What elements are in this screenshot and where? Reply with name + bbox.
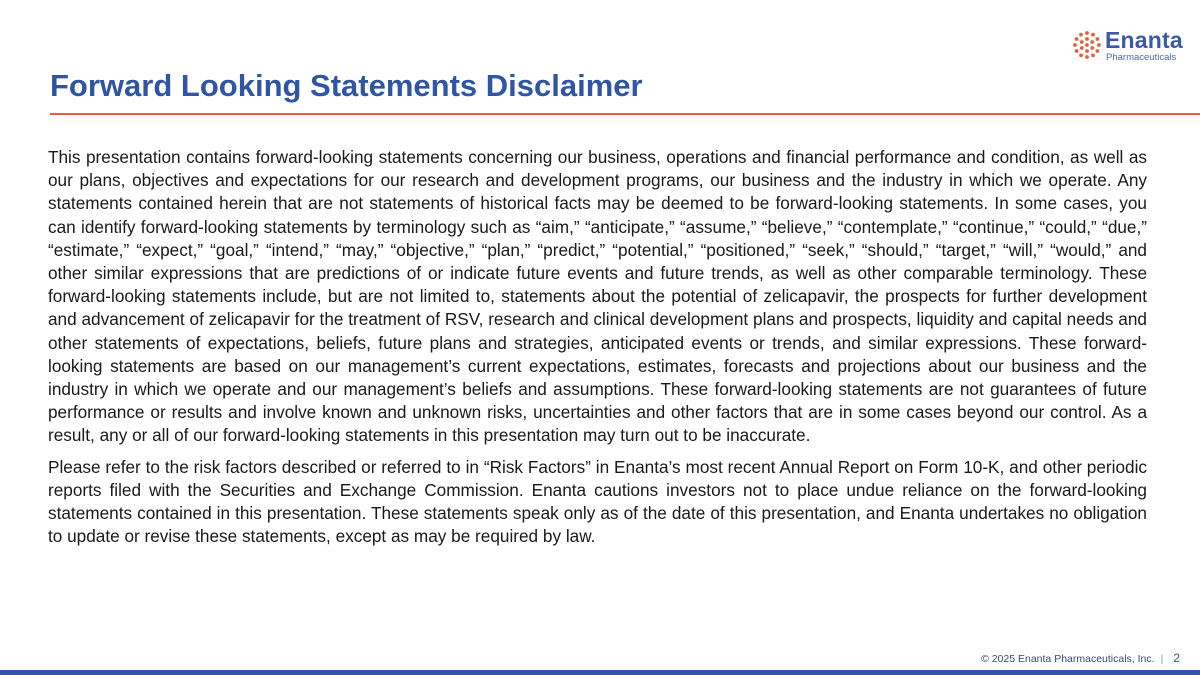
- logo-subtitle: Pharmaceuticals: [1106, 52, 1177, 63]
- logo-dot: [1085, 55, 1089, 59]
- logo-dot: [1085, 37, 1089, 41]
- logo-dot: [1079, 33, 1083, 37]
- hexagon-logo-icon: [1071, 28, 1105, 62]
- logo-dot: [1080, 40, 1084, 44]
- logo-dot: [1079, 53, 1083, 57]
- logo-dot: [1075, 37, 1079, 41]
- logo-dot: [1090, 46, 1094, 50]
- logo-wordmark: Enanta: [1105, 27, 1183, 53]
- footer-copyright: © 2025 Enanta Pharmaceuticals, Inc.: [981, 653, 1155, 665]
- logo-dot: [1090, 40, 1094, 44]
- bottom-accent-bar: [0, 670, 1200, 675]
- slide-title: Forward Looking Statements Disclaimer: [50, 68, 643, 103]
- slide-footer: [981, 651, 1180, 665]
- page-number: 2: [1173, 651, 1180, 665]
- logo-dot: [1085, 43, 1089, 47]
- logo-dot: [1085, 31, 1089, 35]
- footer-separator: |: [1160, 653, 1164, 665]
- logo-dot: [1073, 43, 1077, 47]
- disclaimer-paragraph-1: This presentation contains forward-looking statements concerning our business, operations and financial performance and condition, as well as our plans, objectives and expectations for our research and development programs, our business and the industry in which we operate. Any statements contained herein that are not statements of historical facts may be deemed to be forward-looking statements. In some cases, you can identify forward-looking statements by terminology such as “aim,” “anticipate,” “assume,” “believe,” “contemplate,” “continue,” “could,” “due,” “estimate,” “expect,” “goal,” “intend,” “may,” “objective,” “plan,” “predict,” “potential,” “positioned,” “seek,” “should,” “target,” “will,” “would,” and other similar expressions that are predictions of or indicate future events and future trends, as well as other comparable terminology. These forward-looking statements include, but are not limited to, statements about the potential of zelicapavir, the prospects for further development and advancement of zelicapavir for the treatment of RSV, research and clinical development plans and prospects, liquidity and capital needs and other statements of expectations, beliefs, future plans and strategies, anticipated events or trends, and similar expressions. These forward-looking statements are based on our management’s current expectations, estimates, forecasts and projections about our business and the industry in which we operate and our management’s beliefs and assumptions. These forward-looking statements are not guarantees of future performance or results and involve known and unknown risks, uncertainties and other factors that are in some cases beyond our control. As a result, any or all of our forward-looking statements in this presentation may turn out to be inaccurate.: [48, 147, 1147, 446]
- logo-dot: [1097, 43, 1101, 47]
- title-divider: [50, 113, 1200, 115]
- logo-dot: [1091, 33, 1095, 37]
- logo-dot: [1080, 46, 1084, 50]
- logo-dot: [1075, 49, 1079, 53]
- company-logo: [1071, 28, 1181, 64]
- disclaimer-body: [48, 146, 1147, 556]
- disclaimer-paragraph-2: Please refer to the risk factors described or referred to in “Risk Factors” in Enanta’s most recent Annual Report on Form 10-K, and other periodic reports filed with the Securities and Exchange Commission. Enanta cautions investors not to place undue reliance on the forward-looking statements contained in this presentation. These statements speak only as of the date of this presentation, and Enanta undertakes no obligation to update or revise these statements, except as may be required by law.: [48, 456, 1147, 547]
- logo-dot: [1091, 53, 1095, 57]
- logo-dot: [1095, 37, 1099, 41]
- logo-dot: [1095, 49, 1099, 53]
- logo-dot: [1085, 49, 1089, 53]
